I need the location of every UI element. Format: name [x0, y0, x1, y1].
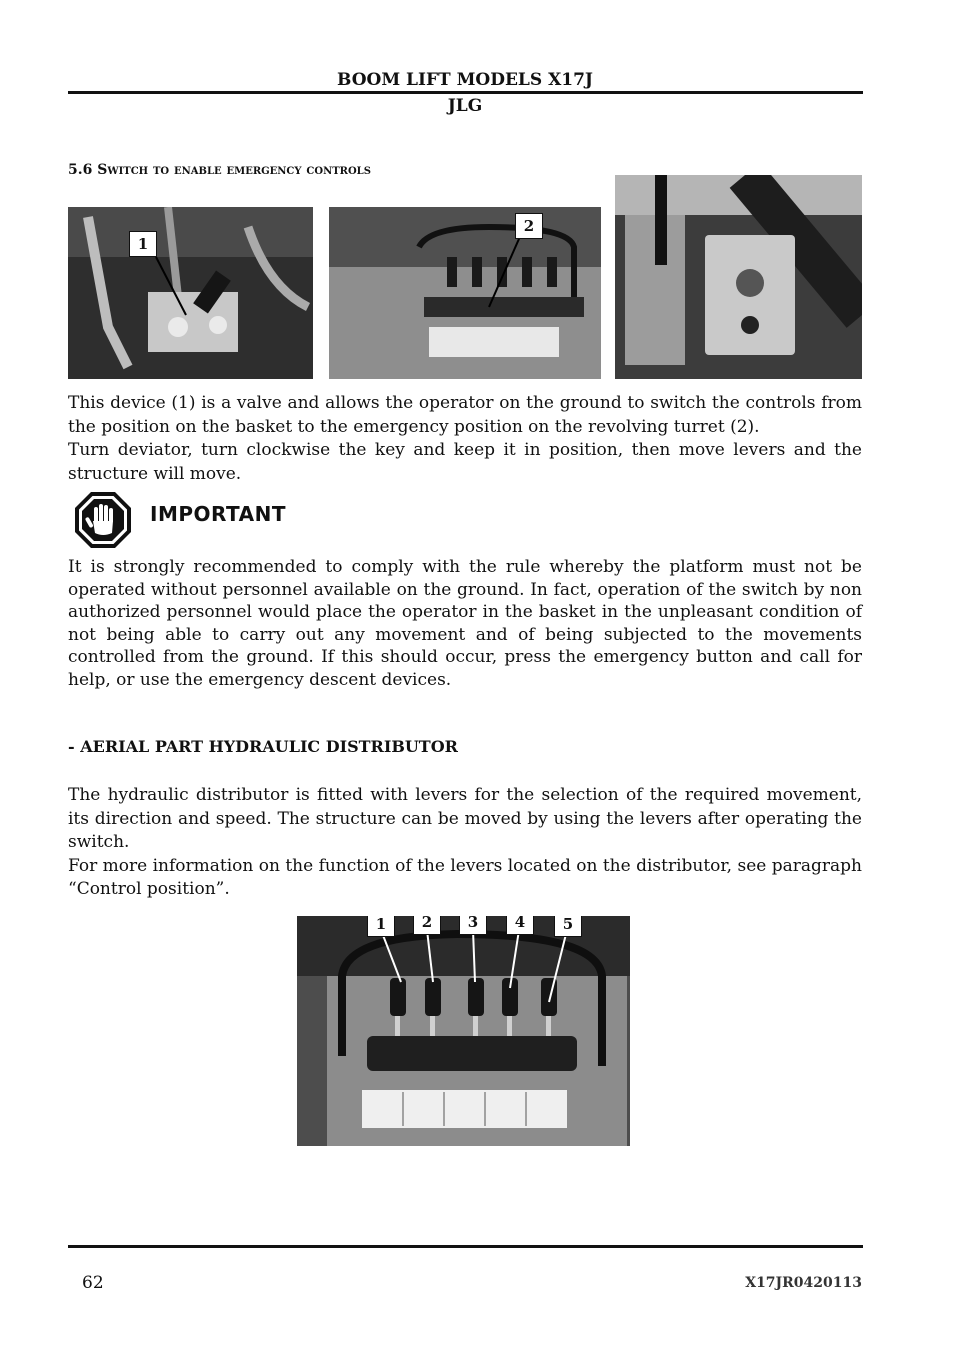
distributor-paragraph-2: For more information on the function of the levers located on the distributor, see paragraph “Control position”. — [68, 855, 862, 899]
photo-distributor — [297, 916, 630, 1146]
section-title: 5.6 Switch to enable emergency controls — [68, 162, 371, 178]
footer-rule — [68, 1245, 863, 1248]
distributor-heading: - AERIAL PART HYDRAULIC DISTRIBUTOR — [68, 737, 458, 756]
photo-emergency-box-drawing — [615, 175, 862, 379]
distributor-callout-2: 2 — [413, 916, 441, 935]
photo-valve-drawing — [68, 207, 313, 379]
document-title: BOOM LIFT MODELS X17J — [337, 70, 593, 90]
callout-2: 2 — [515, 213, 543, 239]
description-paragraph-2: Turn deviator, turn clockwise the key and keep it in position, then move levers and the structure will move. — [68, 440, 862, 484]
important-label: IMPORTANT — [150, 502, 286, 526]
distributor-text — [68, 784, 862, 902]
stop-hand-icon — [74, 491, 132, 549]
header-rule — [68, 91, 863, 94]
distributor-callout-3: 3 — [459, 916, 487, 935]
photo-distributor-drawing — [297, 916, 630, 1146]
description-paragraph-1: This device (1) is a valve and allows the operator on the ground to switch the controls from the position on the basket to the emergency position on the revolving turret (2). — [68, 393, 862, 437]
callout-1: 1 — [129, 231, 157, 257]
brand-name: JLG — [447, 96, 483, 116]
important-text — [68, 556, 862, 691]
important-paragraph: It is strongly recommended to comply with the rule whereby the platform must not be operated without personnel available on the ground. In fact, operation of the switch by non authorized personnel would place the operator in the basket in the unpleasant condition of not being able to carry out any movement and of being subjected to the movements controlled from the ground. If this should occur, press the emergency button and call for help, or use the emergency descent devices. — [68, 557, 862, 690]
photo-turret — [329, 207, 601, 379]
distributor-callout-4: 4 — [506, 916, 534, 935]
document-code: X17JR0420113 — [745, 1275, 862, 1291]
description-text — [68, 392, 862, 486]
page-number: 62 — [82, 1273, 104, 1293]
distributor-callout-1: 1 — [367, 916, 395, 937]
photo-turret-drawing — [329, 207, 601, 379]
distributor-callout-5: 5 — [554, 916, 582, 937]
distributor-paragraph-1: The hydraulic distributor is fitted with levers for the selection of the required movement, its direction and speed. The structure can be moved by using the levers after operating the switch. — [68, 785, 862, 852]
photo-valve — [68, 207, 313, 379]
photo-emergency-box — [615, 175, 862, 379]
